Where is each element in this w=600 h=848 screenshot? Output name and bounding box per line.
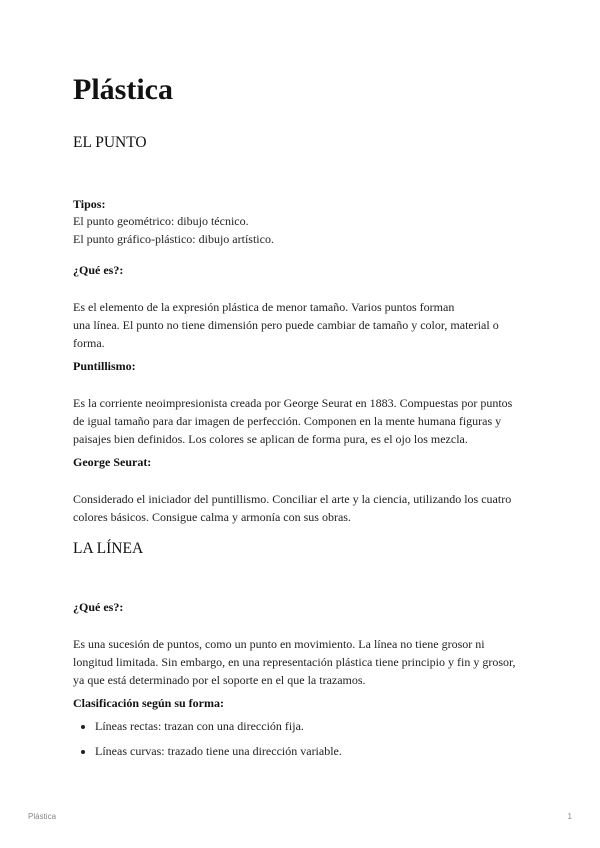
paragraph-line: colores básicos. Consigue calma y armonía con sus obras. [73, 510, 351, 524]
clasificacion-label: Clasificación según su forma: [73, 696, 224, 710]
tipos-label: Tipos: [73, 197, 106, 211]
list-item: • Líneas rectas: trazan con una dirección fija. [95, 717, 533, 735]
paragraph-line: longitud limitada. Sin embargo, en una representación plástica tiene principio y fin y grosor, [73, 655, 516, 669]
linea-que-es-text [73, 635, 533, 689]
tipos-line: El punto geométrico: dibujo técnico. [73, 214, 249, 228]
george-seurat-text [73, 490, 533, 526]
footer-page-number: 1 [567, 812, 572, 821]
tipos-line: El punto gráfico-plástico: dibujo artístico. [73, 232, 274, 246]
tipos-text [73, 212, 533, 248]
paragraph-line: Es una sucesión de puntos, como un punto en movimiento. La línea no tiene grosor ni [73, 637, 485, 651]
clasificacion-list [73, 717, 533, 760]
paragraph-line: ya que está determinado por el soporte en el que la trazamos. [73, 673, 366, 687]
paragraph-line: una línea. El punto no tiene dimensión pero puede cambiar de tamaño y color, material o [73, 318, 499, 332]
que-es-text [73, 298, 533, 352]
paragraph-line: Es el elemento de la expresión plástica de menor tamaño. Varios puntos forman [73, 300, 455, 314]
que-es-label: ¿Qué es?: [73, 600, 124, 614]
paragraph-line: de igual tamaño para dar imagen de perfección. Componen en la mente humana figuras y [73, 414, 502, 428]
page-title: Plástica [73, 73, 173, 106]
puntillismo-text [73, 394, 533, 448]
section-heading-linea: LA LÍNEA [73, 540, 144, 557]
paragraph-line: forma. [73, 336, 105, 350]
paragraph-line: Es la corriente neoimpresionista creada por George Seurat en 1883. Compuestas por puntos [73, 396, 513, 410]
que-es-label: ¿Qué es?: [73, 263, 124, 277]
section-heading-punto: EL PUNTO [73, 134, 147, 151]
puntillismo-label: Puntillismo: [73, 359, 136, 373]
footer-document-title: Plástica [28, 812, 57, 821]
george-seurat-label: George Seurat: [73, 455, 152, 469]
paragraph-line: Considerado el iniciador del puntillismo. Conciliar el arte y la ciencia, utilizando los cuatro [73, 492, 512, 506]
document-content [73, 70, 533, 760]
list-item: • Líneas curvas: trazado tiene una dirección variable. [95, 742, 533, 760]
paragraph-line: paisajes bien definidos. Los colores se aplican de forma pura, es el ojo los mezcla. [73, 432, 468, 446]
